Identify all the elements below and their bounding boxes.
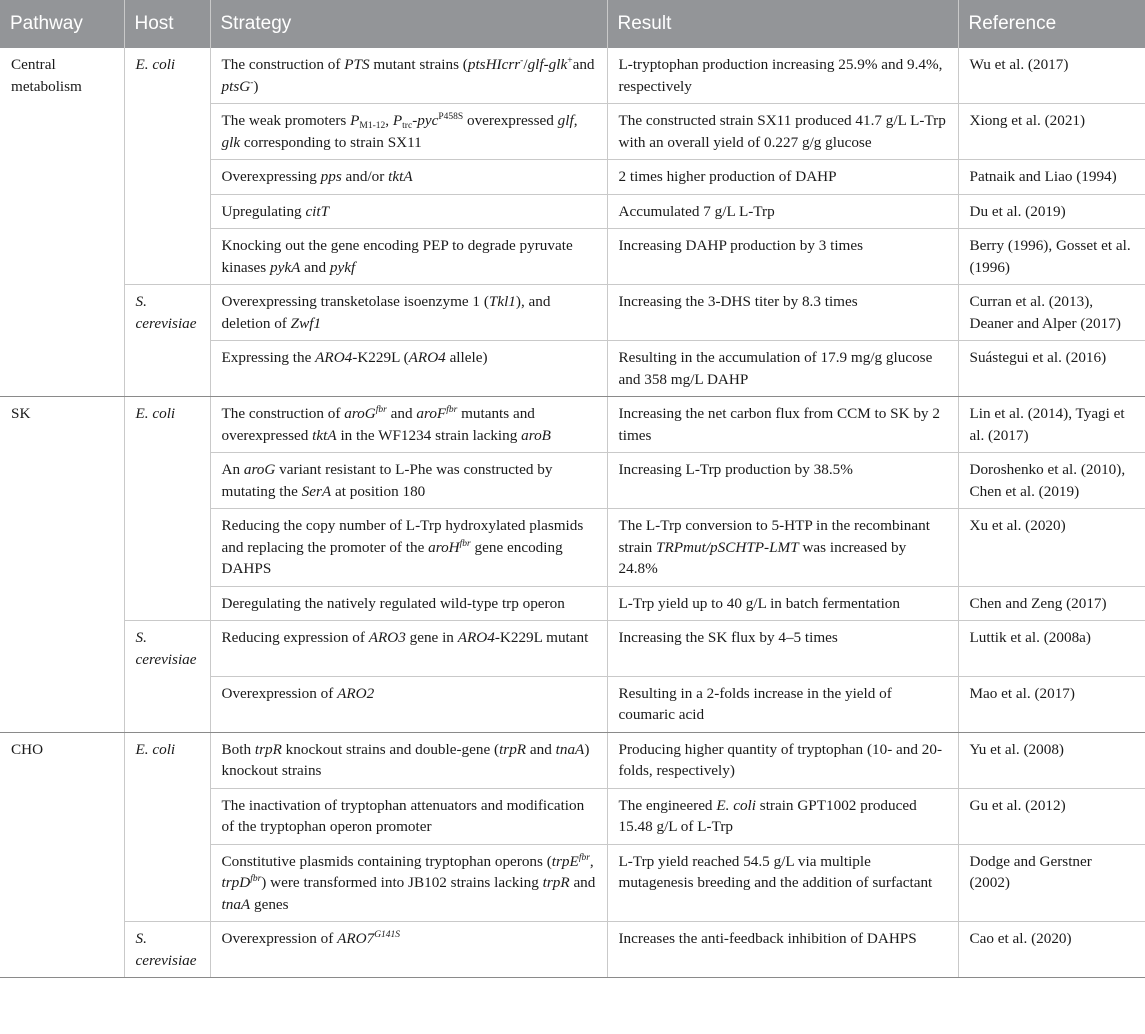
table-row [0, 160, 1145, 195]
strategy-cell: Constitutive plasmids containing tryptophan operons (trpE$^{fbr}$, trpD$^{fbr}$) were transformed into JB102 strains lacking trpR and tnaA genes [210, 844, 607, 922]
host-label: E. coli [135, 405, 176, 422]
result-cell: 2 times higher production of DAHP [607, 160, 958, 195]
host-label: cerevisiae [135, 650, 197, 668]
result-cell: L-Trp yield reached 54.5 g/L via multiple mutagenesis breeding and the addition of surfactant [607, 844, 958, 922]
table-row [0, 509, 1145, 587]
reference-cell: Berry (1996), Gosset et al. (1996) [958, 229, 1145, 285]
header-pathway: Pathway [0, 0, 124, 48]
table-row [0, 676, 1145, 732]
strategy-cell: Overexpression of $ARO7^{G141S}$ [210, 922, 607, 978]
table-row [0, 453, 1145, 509]
host-cell-scerevisiae [124, 621, 210, 677]
pathway-cell-central: Central metabolism [11, 56, 82, 95]
result-cell: The engineered E. coli strain GPT1002 produced 15.48 g/L of L-Trp [607, 788, 958, 844]
result-cell: The constructed strain SX11 produced 41.7 g/L L-Trp with an overall yield of 0.227 g/g glucose [607, 104, 958, 160]
table-row [0, 586, 1145, 621]
reference-cell: Doroshenko et al. (2010), Chen et al. (2019) [958, 453, 1145, 509]
strategy-cell: Reducing the copy number of L-Trp hydroxylated plasmids and replacing the promoter of the aroH$^{fbr}$ gene encoding DAHPS [210, 509, 607, 587]
header-host: Host [124, 0, 210, 48]
reference-cell: Curran et al. (2013), Deaner and Alper (2017) [958, 285, 1145, 341]
result-cell: Increasing the net carbon flux from CCM to SK by 2 times [607, 397, 958, 453]
host-cell-scerevisiae [124, 285, 210, 341]
host-cell-ecoli [124, 48, 210, 104]
reference-cell: Chen and Zeng (2017) [958, 586, 1145, 621]
reference-cell: Cao et al. (2020) [958, 922, 1145, 978]
result-cell: L-Trp yield up to 40 g/L in batch fermentation [607, 586, 958, 621]
table-row [0, 341, 1145, 397]
reference-cell: Wu et al. (2017) [958, 48, 1145, 104]
table-row [0, 922, 1145, 978]
reference-cell: Xu et al. (2020) [958, 509, 1145, 587]
strategy-cell: Reducing expression of ARO3 gene in ARO4-K229L mutant [210, 621, 607, 677]
strategy-cell: The weak promoters $P_{M1-12}$, $P_{trc}-pyc^{P458S}$ overexpressed glf, glk corresponding to strain SX11 [210, 104, 607, 160]
table-row [0, 48, 1145, 104]
header-strategy: Strategy [210, 0, 607, 48]
host-label: S. [135, 293, 147, 310]
host-label: S. [135, 930, 147, 947]
pathway-cell-sk: SK [11, 405, 31, 422]
host-label: cerevisiae [135, 314, 197, 332]
strategy-cell: Expressing the ARO4-K229L (ARO4 allele) [210, 341, 607, 397]
result-cell: The L-Trp conversion to 5-HTP in the recombinant strain TRPmut/pSCHTP-LMT was increased by 24.8% [607, 509, 958, 587]
table-row [0, 621, 1145, 677]
result-cell: Increasing the 3-DHS titer by 8.3 times [607, 285, 958, 341]
result-cell: Accumulated 7 g/L L-Trp [607, 194, 958, 229]
host-cell-scerevisiae [124, 922, 210, 978]
host-cell-ecoli [124, 732, 210, 788]
reference-cell: Lin et al. (2014), Tyagi et al. (2017) [958, 397, 1145, 453]
host-label: S. [135, 629, 147, 646]
result-cell: Increasing the SK flux by 4–5 times [607, 621, 958, 677]
result-cell: Increasing DAHP production by 3 times [607, 229, 958, 285]
header-reference: Reference [958, 0, 1145, 48]
table-row [0, 788, 1145, 844]
strategy-cell: Overexpression of ARO2 [210, 676, 607, 732]
result-cell: Increases the anti-feedback inhibition of DAHPS [607, 922, 958, 978]
reference-cell: Patnaik and Liao (1994) [958, 160, 1145, 195]
strategy-cell: The inactivation of tryptophan attenuators and modification of the tryptophan operon promoter [210, 788, 607, 844]
reference-cell: Mao et al. (2017) [958, 676, 1145, 732]
host-label: E. coli [135, 740, 176, 758]
table-row [0, 285, 1145, 341]
reference-cell: Xiong et al. (2021) [958, 104, 1145, 160]
pathway-cell-cho: CHO [11, 740, 44, 758]
reference-cell: Gu et al. (2012) [958, 788, 1145, 844]
table-row [0, 844, 1145, 922]
result-cell: Increasing L-Trp production by 38.5% [607, 453, 958, 509]
strategy-cell: The construction of PTS mutant strains (ptsHIcrr-/glf-glk+and ptsG-) [210, 48, 607, 104]
table-row [0, 732, 1145, 788]
table-row [0, 104, 1145, 160]
strategy-cell: The construction of aroG$^{fbr}$ and aroF$^{fbr}$ mutants and overexpressed tktA in the WF1234 strain lacking aroB [210, 397, 607, 453]
reference-cell: Yu et al. (2008) [958, 732, 1145, 788]
table-header [0, 0, 1145, 48]
result-cell: Resulting in a 2-folds increase in the yield of coumaric acid [607, 676, 958, 732]
result-cell: Resulting in the accumulation of 17.9 mg/g glucose and 358 mg/L DAHP [607, 341, 958, 397]
strategy-cell: Both trpR knockout strains and double-gene (trpR and tnaA) knockout strains [210, 732, 607, 788]
reference-cell: Luttik et al. (2008a) [958, 621, 1145, 677]
reference-cell: Du et al. (2019) [958, 194, 1145, 229]
strategy-cell: Deregulating the natively regulated wild-type trp operon [210, 586, 607, 621]
strategy-cell: An aroG variant resistant to L-Phe was constructed by mutating the SerA at position 180 [210, 453, 607, 509]
reference-cell: Dodge and Gerstner (2002) [958, 844, 1145, 922]
strategy-cell: Overexpressing pps and/or tktA [210, 160, 607, 195]
table-row [0, 397, 1145, 453]
strategy-cell: Knocking out the gene encoding PEP to degrade pyruvate kinases pykA and pykf [210, 229, 607, 285]
host-label: E. coli [135, 56, 176, 73]
reference-cell: Suástegui et al. (2016) [958, 341, 1145, 397]
host-label: cerevisiae [135, 951, 197, 969]
strategy-cell: Upregulating citT [210, 194, 607, 229]
header-result: Result [607, 0, 958, 48]
table-row [0, 194, 1145, 229]
result-cell: L-tryptophan production increasing 25.9% and 9.4%, respectively [607, 48, 958, 104]
strategy-cell: Overexpressing transketolase isoenzyme 1 (Tkl1), and deletion of Zwf1 [210, 285, 607, 341]
host-cell-ecoli [124, 397, 210, 453]
result-cell: Producing higher quantity of tryptophan (10- and 20-folds, respectively) [607, 732, 958, 788]
table-row [0, 229, 1145, 285]
